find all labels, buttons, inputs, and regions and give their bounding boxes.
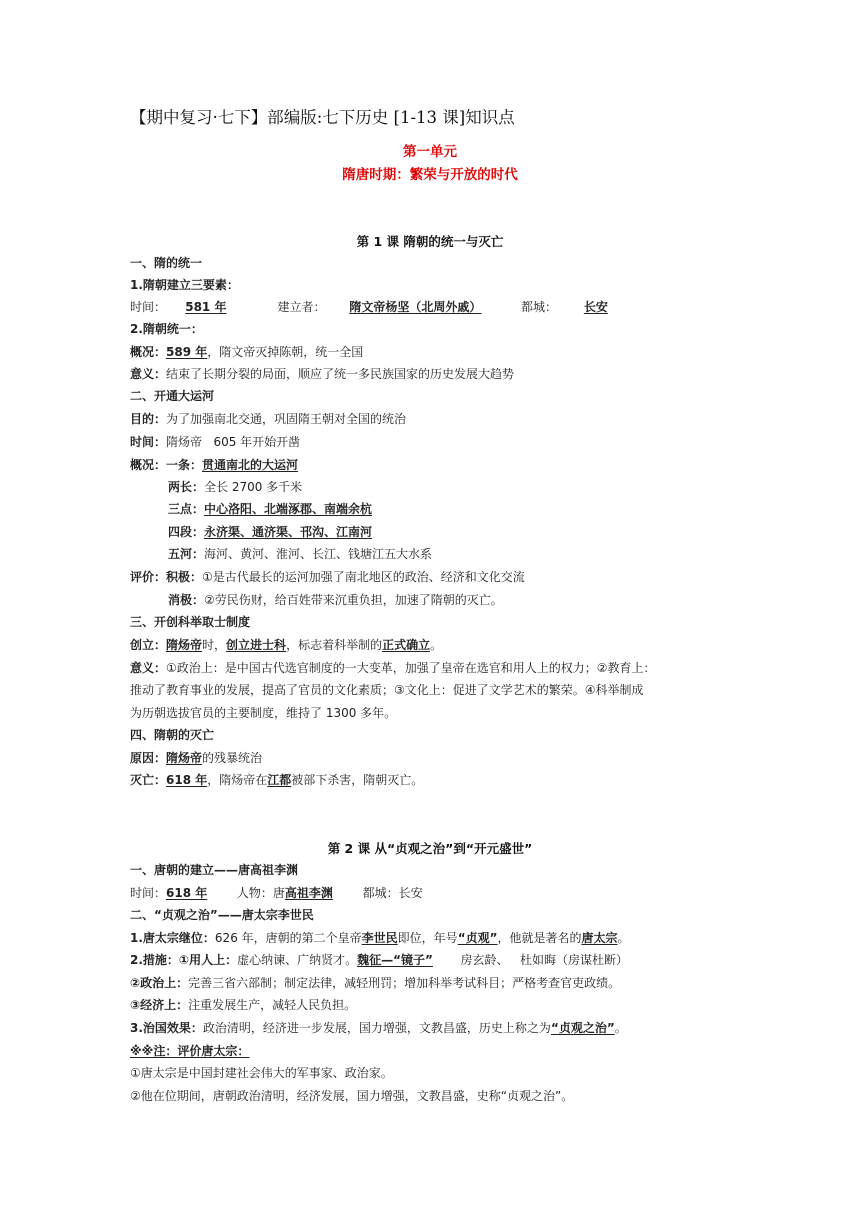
overview-label: 概况： [130,345,167,359]
time2-label: 时间： [130,435,167,449]
canal-len-label: 两长： [168,480,205,494]
unit-label: 第一单元 [403,144,457,160]
lesson-1-title: 第 1 课 隋朝的统一与灭亡 [356,234,504,249]
overview-rest: ，隋文帝灭掉陈朝，统一全国 [207,345,364,359]
eval-pos-label: 积极： [166,570,203,584]
acc-era: “贞观” [457,931,498,945]
zhenguan-effect [130,1019,627,1037]
eval-label: 评价： [130,570,167,584]
fall-end: 被部下杀害，隋朝灭亡。 [291,773,424,787]
unification-meaning [130,365,514,383]
measure-text-1: 虚心纳谏、广纳贤才。 [237,953,358,967]
lesson1-section-2-heading: 二、开通大运河 [130,389,215,403]
capital-value: 长安 [583,300,608,314]
lesson1-section-4-heading: 四、隋朝的灭亡 [130,728,215,742]
fall-cause [130,749,262,767]
effect-name: “贞观之治” [550,1021,615,1035]
canal-one-value: 贯通南北的大运河 [202,458,299,472]
tang-capital-value: 长安 [398,886,423,900]
founder-value: 隋文帝杨坚（北周外戚） [349,300,482,314]
measure-label: 2.措施： [130,953,179,967]
canal-rivers-label: 五河： [168,547,205,561]
eval-pos-text: ①是古代最长的运河加强了南北地区的政治、经济和文化交流 [202,570,525,584]
sig-line-1: ①政治上：是中国古代选官制度的一大变革，加强了皇帝在选官和用人上的权力；②教育上： [166,661,656,675]
unification-year: 589 年 [166,345,208,359]
canal-one-label: 一条： [166,458,203,472]
create-mid: 时， [202,638,227,652]
create-mid2: ，标志着科举制的 [286,638,383,652]
taizong-accession [130,929,630,947]
create-subject: 创立进士科 [226,638,287,652]
effect-label: 3.治国效果： [130,1021,203,1035]
measure-text-2: 房玄龄、 杜如晦（房谋杜断） [460,953,628,967]
canal-rivers-value: 海河、黄河、淮河、长江、钱塘江五大水系 [204,547,433,561]
acc-end: 。 [617,931,630,945]
tang-person-value: 高祖李渊 [284,886,333,900]
acc-title: 唐太宗 [581,931,618,945]
document-title: 【期中复习·七下】部编版:七下历史 [1-13 课]知识点 [130,108,515,127]
fall-year: 618 年 [166,773,208,787]
acc-name: 李世民 [361,931,398,945]
canal-label: 概况： [130,458,167,472]
sig-label: 意义： [130,661,167,675]
cause-label: 原因： [130,751,167,765]
canal-sections-label: 四段： [168,525,205,539]
taizong-measures-politics [130,974,620,992]
acc-text-3: ，他就是著名的 [497,931,582,945]
create-label: 创立： [130,638,167,652]
politics-label: ②政治上： [130,976,189,990]
create-formal: 正式确立 [382,638,431,652]
sui-founding-elements [130,298,631,316]
cause-emperor: 隋炀帝 [166,751,203,765]
canal-purpose [130,410,406,428]
tang-capital-label: 都城： [362,886,399,900]
lesson1-section-1-heading: 一、隋的统一 [130,256,203,270]
time-label: 时间： [130,300,167,314]
acc-text-1: 626 年，唐朝的第二个皇帝 [214,931,362,945]
unification-overview [130,343,363,361]
keju-significance-line-3: 为历朝选拔官员的主要制度，维持了 1300 多年。 [130,706,397,720]
effect-text: 政治清明，经济进一步发展，国力增强，文教昌盛，历史上称之为 [202,1021,551,1035]
capital-label: 都城： [521,300,558,314]
time2-text: 隋炀帝 605 年开始开凿 [166,435,301,449]
canal-sections-value: 永济渠、通济渠、邗沟、江南河 [204,525,373,539]
tang-time-label: 时间： [130,886,167,900]
taizong-evaluation-note: ※※注：评价唐太宗： [130,1044,250,1058]
canal-len-value: 全长 2700 多千米 [204,480,303,494]
taizong-evaluation-2: ②他在位期间，唐朝政治清明，经济发展，国力增强，文教昌盛，史称“贞观之治”。 [130,1089,574,1103]
lesson1-item-1-2: 2.隋朝统一： [130,322,203,336]
fall-mid: ，隋炀帝在 [207,773,268,787]
taizong-evaluation-1: ①唐太宗是中国封建社会伟大的军事家、政治家。 [130,1066,393,1080]
founding-year: 581 年 [185,300,227,314]
unit-subtitle: 隋唐时期：繁荣与开放的时代 [342,167,518,183]
create-emperor: 隋炀帝 [166,638,203,652]
lesson1-section-3-heading: 三、开创科举取士制度 [130,615,251,629]
canal-eval-negative [168,591,503,609]
fall-label: 灭亡： [130,773,167,787]
measure-sub: ①用人上： [178,953,238,967]
canal-length [168,478,302,496]
canal-rivers [168,545,432,563]
tang-time-value: 618 年 [166,886,208,900]
canal-sections [168,523,372,541]
purpose-label: 目的： [130,412,167,426]
lesson2-section-1-heading: 一、唐朝的建立——唐高祖李渊 [130,863,299,877]
tang-founding [130,884,423,902]
keju-creation [130,636,442,654]
keju-significance-line-2: 推动了教育事业的发展，提高了官员的文化素质；③文化上：促进了文学艺术的繁荣。④科举制成 [130,683,644,697]
acc-label: 1.唐太宗继位： [130,931,215,945]
fall-event [130,771,423,789]
lesson2-section-2-heading: 二、“贞观之治”——唐太宗李世民 [130,908,314,922]
politics-text: 完善三省六部制；制定法律，减轻刑罚；增加科举考试科目；严格考查官吏政绩。 [188,976,621,990]
acc-text-2: 即位，年号 [397,931,458,945]
tang-person-label: 人物：唐 [236,886,285,900]
cause-rest: 的残暴统治 [202,751,263,765]
meaning-label: 意义： [130,367,167,381]
fall-place: 江都 [267,773,292,787]
canal-eval-positive [130,568,525,586]
measure-wei: 魏征—“镜子” [357,953,433,967]
economy-text: 注重发展生产，减轻人民负担。 [188,998,357,1012]
canal-time [130,433,300,451]
effect-end: 。 [614,1021,627,1035]
keju-significance-line-1 [130,659,656,677]
lesson-2-title: 第 2 课 从“贞观之治”到“开元盛世” [327,841,533,856]
eval-neg-label: 消极： [168,593,205,607]
taizong-measures-economy [130,996,356,1014]
canal-points-value: 中心洛阳、北端涿郡、南端余杭 [204,502,373,516]
economy-label: ③经济上： [130,998,189,1012]
canal-points [168,500,372,518]
eval-neg-text: ②劳民伤财，给百姓带来沉重负担，加速了隋朝的灭亡。 [204,593,503,607]
canal-overview-one [130,456,298,474]
lesson1-item-1-1: 1.隋朝建立三要素： [130,278,239,292]
meaning-text: 结束了长期分裂的局面，顺应了统一多民族国家的历史发展大趋势 [166,367,515,381]
taizong-measures-personnel [130,951,628,969]
create-end: 。 [430,638,443,652]
canal-points-label: 三点： [168,502,205,516]
purpose-text: 为了加强南北交通，巩固隋王朝对全国的统治 [166,412,407,426]
founder-label: 建立者： [277,300,326,314]
